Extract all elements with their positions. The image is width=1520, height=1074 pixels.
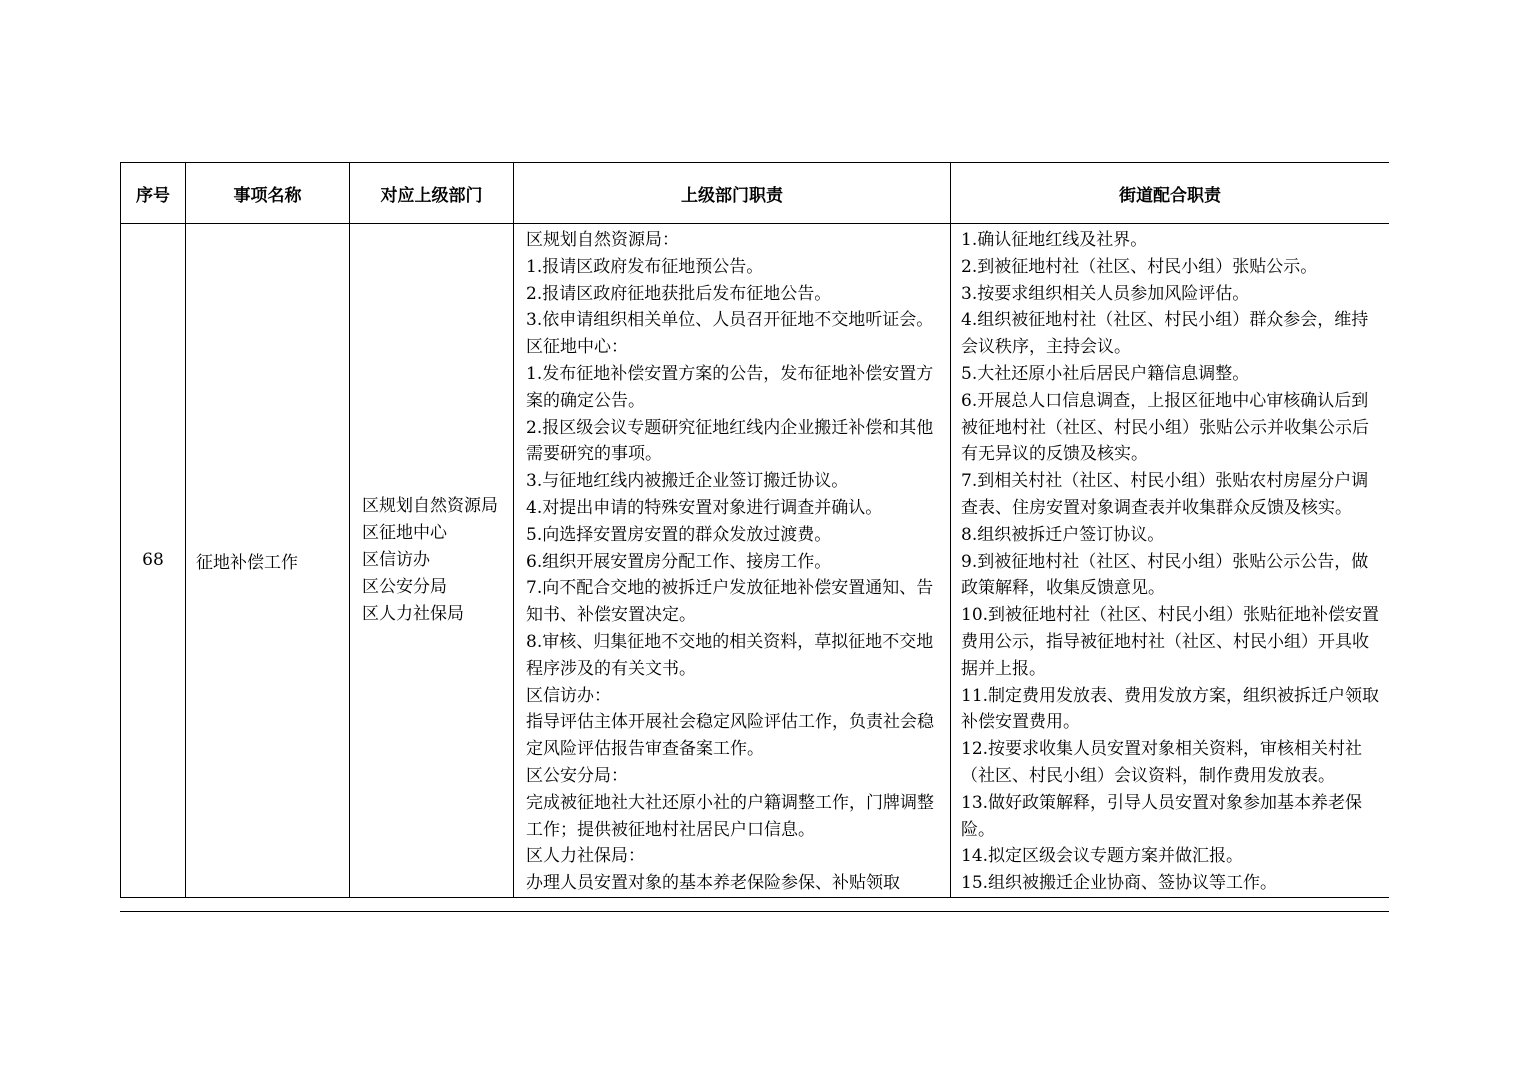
row-number: 68	[121, 224, 186, 898]
street-duty-line: 5.大社还原小社后居民户籍信息调整。	[961, 363, 1250, 384]
duty-line: 1.发布征地补偿安置方案的公告，发布征地补偿安置方案的确定公告。	[526, 363, 934, 411]
row-item-name: 征地补偿工作	[186, 224, 350, 898]
duty-line: 完成被征地社大社还原小社的户籍调整工作，门牌调整工作；提供被征地村社居民户口信息。	[526, 792, 934, 840]
duties-table-container	[120, 162, 1389, 912]
street-duty-line: 10.到被征地村社（社区、村民小组）张贴征地补偿安置费用公示，指导被征地村社（社区、村民小组）开具收据并上报。	[961, 605, 1380, 679]
duty-line: 7.向不配合交地的被拆迁户发放征地补偿安置通知、告知书、补偿安置决定。	[526, 578, 934, 626]
street-duty-line: 12.按要求收集人员安置对象相关资料，审核相关村社（社区、村民小组）会议资料，制作费用发放表。	[961, 739, 1363, 786]
department-line: 区征地中心	[362, 523, 447, 544]
street-duty-line: 14.拟定区级会议专题方案并做汇报。	[961, 846, 1244, 867]
duty-line: 区信访办：	[526, 685, 611, 706]
duty-line: 3.依申请组织相关单位、人员召开征地不交地听证会。	[526, 310, 934, 331]
duty-line: 区公安分局：	[526, 765, 628, 786]
duty-line: 指导评估主体开展社会稳定风险评估工作，负责社会稳定风险评估报告审查备案工作。	[526, 712, 934, 760]
duty-line: 1.报请区政府发布征地预公告。	[526, 256, 764, 277]
duties-table	[120, 162, 1389, 898]
street-duty-line: 6.开展总人口信息调查，上报区征地中心审核确认后到被征地村社（社区、村民小组）张贴公示并收集公示后有无异议的反馈及核实。	[961, 390, 1369, 465]
row-departments	[350, 224, 514, 898]
street-duty-line: 11.制定费用发放表、费用发放方案，组织被拆迁户领取补偿安置费用。	[961, 685, 1380, 733]
street-duty-line: 2.到被征地村社（社区、村民小组）张贴公示。	[961, 256, 1318, 277]
table-header-row	[121, 163, 1390, 224]
duty-line: 2.报请区政府征地获批后发布征地公告。	[526, 283, 832, 304]
duty-line: 8.审核、归集征地不交地的相关资料，草拟征地不交地程序涉及的有关文书。	[526, 631, 934, 679]
street-duty-line: 4.组织被征地村社（社区、村民小组）群众参会，维持会议秩序，主持会议。	[961, 310, 1369, 358]
duty-line: 2.报区级会议专题研究征地红线内企业搬迁补偿和其他需要研究的事项。	[526, 417, 934, 465]
header-superior-duties: 上级部门职责	[514, 163, 951, 224]
street-duty-line: 15.组织被搬迁企业协商、签协议等工作。	[961, 873, 1278, 894]
department-line: 区公安分局	[362, 576, 447, 597]
header-street-duties: 街道配合职责	[951, 163, 1390, 224]
street-duty-line: 9.到被征地村社（社区、村民小组）张贴公示公告，做政策解释，收集反馈意见。	[961, 551, 1369, 599]
header-superior-department: 对应上级部门	[350, 163, 514, 224]
street-duty-line: 7.到相关村社（社区、村民小组）张贴农村房屋分户调查表、住房安置对象调查表并收集群众反馈及核实。	[961, 471, 1369, 518]
street-duty-line: 1.确认征地红线及社界。	[961, 230, 1148, 250]
duty-line: 3.与征地红线内被搬迁企业签订搬迁协议。	[526, 471, 849, 492]
row-street-duties	[951, 224, 1390, 898]
header-item-name: 事项名称	[186, 163, 350, 224]
header-number: 序号	[121, 163, 186, 224]
department-line: 区规划自然资源局	[362, 496, 498, 517]
table-row	[121, 224, 1390, 898]
duty-line: 5.向选择安置房安置的群众发放过渡费。	[526, 524, 832, 545]
duty-line: 6.组织开展安置房分配工作、接房工作。	[526, 551, 832, 572]
duty-line: 区人力社保局：	[526, 846, 645, 867]
duty-line: 4.对提出申请的特殊安置对象进行调查并确认。	[526, 497, 883, 518]
duty-line: 办理人员安置对象的基本养老保险参保、补贴领取	[526, 873, 900, 894]
row-superior-duties	[514, 224, 951, 898]
duty-line: 区规划自然资源局：	[526, 230, 679, 250]
street-duty-line: 8.组织被拆迁户签订协议。	[961, 524, 1165, 545]
department-line: 区人力社保局	[362, 603, 464, 624]
department-line: 区信访办	[362, 550, 430, 571]
street-duty-line: 3.按要求组织相关人员参加风险评估。	[961, 283, 1250, 304]
street-duty-line: 13.做好政策解释，引导人员安置对象参加基本养老保险。	[961, 792, 1363, 840]
duty-line: 区征地中心：	[526, 337, 628, 358]
